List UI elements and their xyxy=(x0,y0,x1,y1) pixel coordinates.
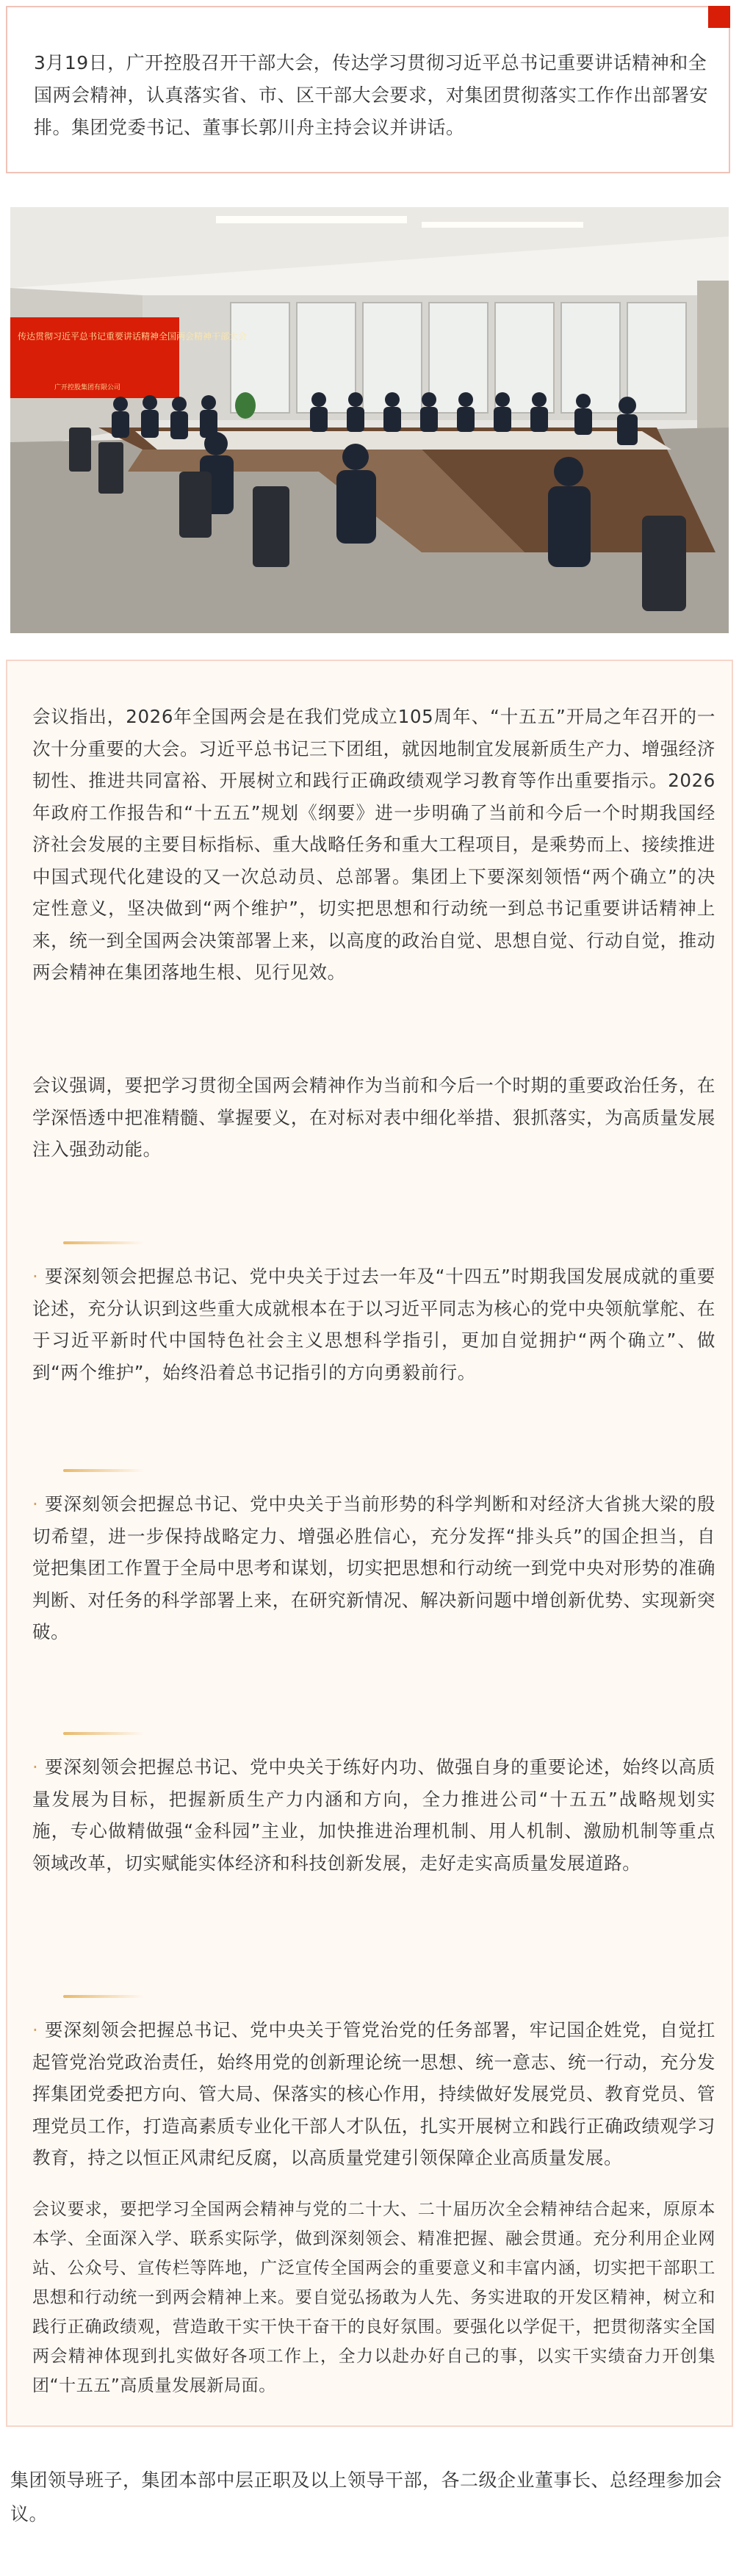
paragraph-summary: 会议指出，2026年全国两会是在我们党成立105周年、“十五五”开局之年召开的一次十分重要的大会。习近平总书记三下团组，就因地制宜发展新质生产力、增强经济韧性、推进共同富裕、开展树立和践行正确政绩观学习教育等作出重要指示。2026年政府工作报告和“十五五”规划《纲要》进一步明确了当前和今后一个时期我国经济社会发展的主要目标指标、重大战略任务和重大工程项目，是乘势而上、接续推进中国式现代化建设的又一次总动员、总部署。集团上下要深刻领悟“两个确立”的决定性意义，坚决做到“两个维护”，切实把思想和行动统一到总书记重要讲话精神上来，统一到全国两会决策部署上来，以高度的政治自觉、思想自觉、行动自觉，推动两会精神在集团落地生根、见行见效。 xyxy=(32,706,715,983)
corner-accent xyxy=(708,6,730,28)
divider-decoration xyxy=(63,1732,144,1735)
bullet-text: 要深刻领会把握总书记、党中央关于过去一年及“十四五”时期我国发展成就的重要论述，充分认识到这些重大成就根本在于以习近平同志为核心的党中央领航掌舵、在于习近平新时代中国特色社会主义思想科学指引，更加自觉拥护“两个确立”、做到“两个维护”，始终沿着总书记指引的方向勇毅前行。 xyxy=(32,1266,715,1383)
bullet-item xyxy=(32,1260,715,1388)
screen-subtitle: 广开控股集团有限公司 xyxy=(54,384,121,392)
divider-decoration xyxy=(63,1995,144,1998)
bullet-text: 要深刻领会把握总书记、党中央关于当前形势的科学判断和对经济大省挑大梁的殷切希望，进一步保持战略定力、增强必胜信心，充分发挥“排头兵”的国企担当，自觉把集团工作置于全局中思考和谋划，切实把思想和行动统一到党中央对形势的准确判断、对任务的科学部署上来，在研究新情况、解决新问题中增创新优势、实现新突破。 xyxy=(32,1493,715,1642)
bullet-dot-icon: · xyxy=(32,1493,46,1515)
bullet-item xyxy=(32,2014,715,2174)
bullet-dot-icon: · xyxy=(32,1756,46,1778)
bullet-item xyxy=(32,1488,715,1648)
divider-decoration xyxy=(63,1469,144,1472)
screen-title: 传达贯彻习近平总书记重要讲话精神全国两会精神干部大会 xyxy=(18,331,248,342)
paragraph-requirements: 会议要求，要把学习全国两会精神与党的二十大、二十届历次全会精神结合起来，原原本本学、全面深入学、联系实际学，做到深刻领会、精准把握、融会贯通。充分利用企业网站、公众号、宣传栏等阵地，广泛宣传全国两会的重要意义和丰富内涵，切实把干部职工思想和行动统一到两会精神上来。要自觉弘扬敢为人先、务实进取的开发区精神，树立和践行正确政绩观，营造敢干实干快干奋干的良好氛围。要强化以学促干，把贯彻落实全国两会精神体现到扎实做好各项工作上，全力以赴办好自己的事，以实干实绩奋力开创集团“十五五”高质量发展新局面。 xyxy=(32,2200,715,2395)
paragraph-emphasis: 会议强调，要把学习贯彻全国两会精神作为当前和今后一个时期的重要政治任务，在学深悟透中把准精髓、掌握要义，在对标对表中细化举措、狠抓落实，为高质量发展注入强劲动能。 xyxy=(32,1075,715,1160)
bullet-dot-icon: · xyxy=(32,1266,45,1287)
bullet-text: 要深刻领会把握总书记、党中央关于管党治党的任务部署，牢记国企姓党，自觉扛起管党治党政治责任，始终用党的创新理论统一思想、统一意志、统一行动，充分发挥集团党委把方向、管大局、保落实的核心作用，持续做好发展党员、教育党员、管理党员工作，打造高素质专业化干部人才队伍，扎实开展树立和践行正确政绩观学习教育，持之以恒正风肃纪反腐，以高质量党建引领保障企业高质量发展。 xyxy=(32,2019,715,2168)
bullet-item xyxy=(32,1751,715,1879)
main-panel xyxy=(6,660,733,2427)
meeting-photo xyxy=(10,207,729,633)
attendees-note: 集团领导班子，集团本部中层正职及以上领导干部，各二级企业董事长、总经理参加会议。 xyxy=(10,2469,723,2525)
bullet-dot-icon: · xyxy=(32,2019,46,2041)
divider-decoration xyxy=(63,1241,144,1244)
intro-text: 3月19日，广开控股召开干部大会，传达学习贯彻习近平总书记重要讲话精神和全国两会精神，认真落实省、市、区干部大会要求，对集团贯彻落实工作作出部署安排。集团党委书记、董事长郭川舟主持会议并讲话。 xyxy=(34,52,709,138)
bullet-text: 要深刻领会把握总书记、党中央关于练好内功、做强自身的重要论述，始终以高质量发展为目标，把握新质生产力内涵和方向，全力推进公司“十五五”战略规划实施，专心做精做强“金科园”主业，加快推进治理机制、用人机制、激励机制等重点领域改革，切实赋能实体经济和科技创新发展，走好走实高质量发展道路。 xyxy=(32,1756,715,1874)
intro-box xyxy=(6,6,730,173)
